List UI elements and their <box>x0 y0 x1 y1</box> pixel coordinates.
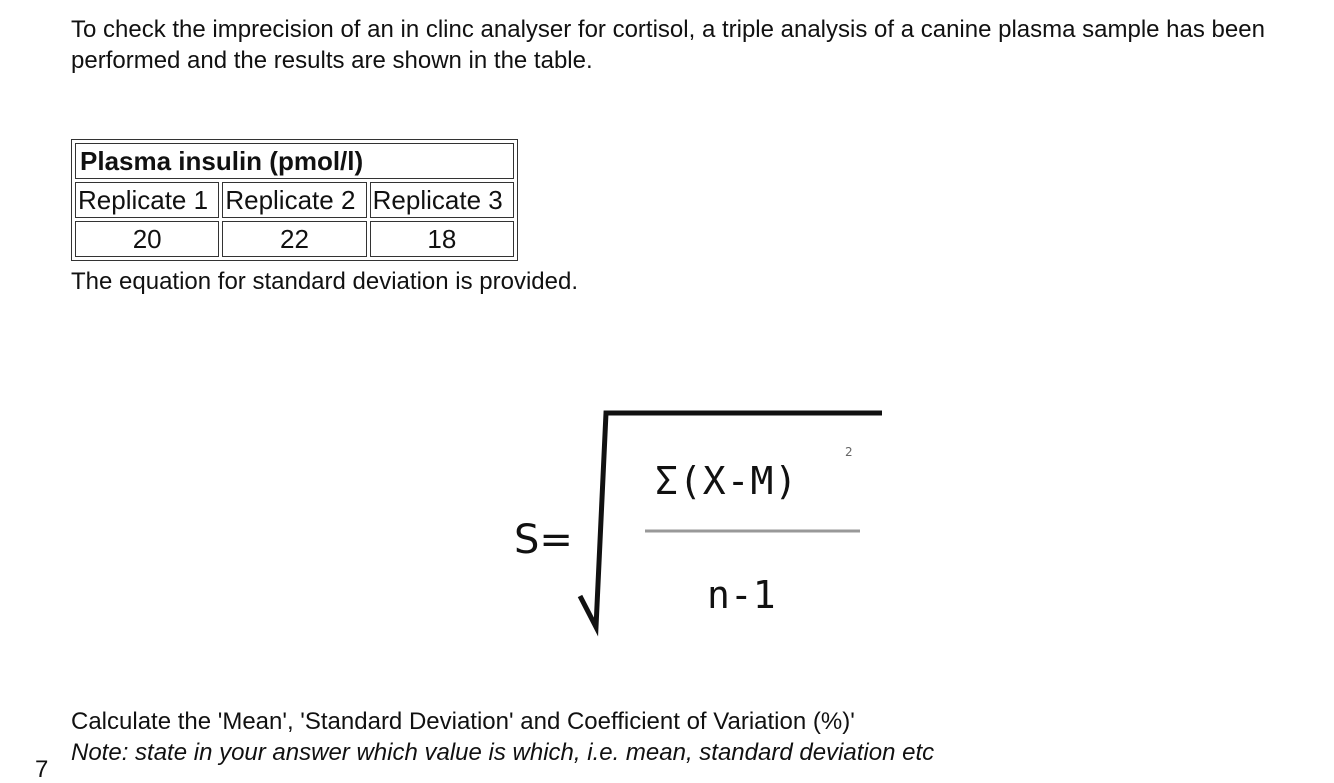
equation-note: The equation for standard deviation is provided. <box>71 268 578 295</box>
question-text: Calculate the 'Mean', 'Standard Deviation' and Coefficient of Variation (%)' <box>71 708 855 735</box>
formula-denominator: n-1 <box>707 573 776 617</box>
table-title: Plasma insulin (pmol/l) <box>75 143 514 179</box>
question-intro: To check the imprecision of an in clinc analyser for cortisol, a triple analysis of a canine plasma sample has been performed and the results are shown in the table. <box>71 16 1265 74</box>
table-header-row <box>75 143 514 179</box>
column-header-replicate-3: Replicate 3 <box>370 182 514 218</box>
results-table <box>71 139 518 261</box>
standard-deviation-formula <box>510 405 900 655</box>
value-replicate-3: 18 <box>370 221 514 257</box>
table-row <box>75 221 514 257</box>
formula-exponent: 2 <box>845 445 853 459</box>
value-replicate-1: 20 <box>75 221 219 257</box>
question-number: 7 <box>35 756 49 783</box>
table-column-row <box>75 182 514 218</box>
answer-note: Note: state in your answer which value is which, i.e. mean, standard deviation etc <box>71 739 935 766</box>
formula-lhs: S= <box>514 517 573 563</box>
column-header-replicate-1: Replicate 1 <box>75 182 219 218</box>
value-replicate-2: 22 <box>222 221 366 257</box>
formula-numerator: Σ(X-M) <box>655 459 799 503</box>
column-header-replicate-2: Replicate 2 <box>222 182 366 218</box>
